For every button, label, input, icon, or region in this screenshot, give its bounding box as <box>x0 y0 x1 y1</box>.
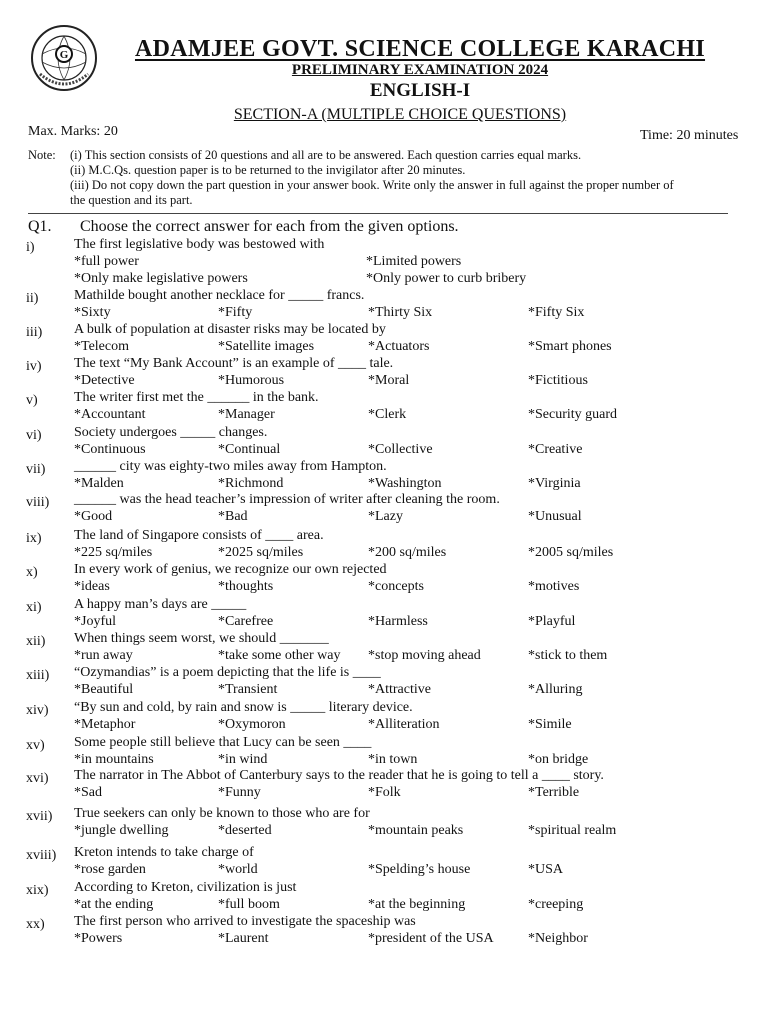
answer-option: *Only make legislative powers <box>74 271 248 286</box>
answer-option: *Good <box>74 509 113 524</box>
answer-option: *Malden <box>74 476 124 491</box>
answer-option: *Fictitious <box>528 373 588 388</box>
answer-option: *stick to them <box>528 648 608 663</box>
question-number: Q1. <box>28 218 52 235</box>
answer-option: *thoughts <box>218 579 274 594</box>
answer-option: *Satellite images <box>218 339 315 354</box>
time-allowed: Time: 20 minutes <box>640 128 739 143</box>
answer-option: *Richmond <box>218 476 284 491</box>
question-item-number: ix) <box>26 531 42 546</box>
answer-option: *Transient <box>218 682 278 697</box>
answer-option: *Folk <box>368 785 401 800</box>
question-stem: “Ozymandias” is a poem depicting that the life is ____ <box>74 665 381 680</box>
question-item-number: xiii) <box>26 668 50 683</box>
answer-option: *Harmless <box>368 614 428 629</box>
answer-option: *spiritual realm <box>528 823 617 838</box>
answer-option: *USA <box>528 862 564 877</box>
answer-option: *Washington <box>368 476 442 491</box>
answer-option: *in mountains <box>74 752 154 767</box>
question-stem: Some people still believe that Lucy can be seen ____ <box>74 735 372 750</box>
note-item: (iii) Do not copy down the part question in your answer book. Write only the answer in full against the proper number of <box>70 178 674 192</box>
question-item-number: xv) <box>26 738 45 753</box>
answer-option: *run away <box>74 648 133 663</box>
note-continuation: the question and its part. <box>70 193 193 207</box>
question-stem: The land of Singapore consists of ____ area. <box>74 528 324 543</box>
answer-option: *225 sq/miles <box>74 545 153 560</box>
answer-option: *200 sq/miles <box>368 545 447 560</box>
answer-option: *Telecom <box>74 339 129 354</box>
question-item-number: xiv) <box>26 703 49 718</box>
answer-option: *creeping <box>528 897 584 912</box>
question-item-number: iii) <box>26 325 43 340</box>
answer-option: *2025 sq/miles <box>218 545 304 560</box>
answer-option: *Laurent <box>218 931 269 946</box>
answer-option: *Oxymoron <box>218 717 286 732</box>
answer-option: *Carefree <box>218 614 274 629</box>
note-item: (i) This section consists of 20 questions and all are to be answered. Each question carries equal marks. <box>70 148 582 162</box>
answer-option: *jungle dwelling <box>74 823 169 838</box>
answer-option: *Collective <box>368 442 433 457</box>
question-item-number: vii) <box>26 462 46 477</box>
answer-option: *Lazy <box>368 509 403 524</box>
subject-title: ENGLISH-I <box>369 80 471 101</box>
college-name: ADAMJEE GOVT. SCIENCE COLLEGE KARACHI <box>134 36 706 62</box>
question-stem: The first legislative body was bestowed with <box>74 237 325 252</box>
divider-line <box>28 213 728 214</box>
answer-option: *president of the USA <box>368 931 494 946</box>
answer-option: *at the ending <box>74 897 154 912</box>
question-item-number: i) <box>26 240 35 255</box>
question-item-number: xx) <box>26 917 45 932</box>
answer-option: *full power <box>74 254 139 269</box>
answer-option: *Sad <box>74 785 102 800</box>
question-stem: According to Kreton, civilization is just <box>74 880 297 895</box>
answer-option: *Security guard <box>528 407 618 422</box>
answer-option: *Thirty Six <box>368 305 433 320</box>
answer-option: *Neighbor <box>528 931 588 946</box>
answer-option: *Moral <box>368 373 410 388</box>
question-stem: The narrator in The Abbot of Canterbury says to the reader that he is going to tell a ____ story. <box>74 768 604 783</box>
college-seal-logo <box>30 24 98 92</box>
answer-option: *in town <box>368 752 418 767</box>
question-stem: The first person who arrived to investigate the spaceship was <box>74 914 416 929</box>
question-stem: Society undergoes _____ changes. <box>74 425 268 440</box>
answer-option: *Sixty <box>74 305 111 320</box>
question-stem: Mathilde bought another necklace for _____ francs. <box>74 288 365 303</box>
answer-option: *Manager <box>218 407 275 422</box>
answer-option: *Clerk <box>368 407 407 422</box>
question-item-number: v) <box>26 393 38 408</box>
answer-option: *Beautiful <box>74 682 134 697</box>
question-stem: The text “My Bank Account” is an example of ____ tale. <box>74 356 394 371</box>
answer-option: *Virginia <box>528 476 581 491</box>
answer-option: *Simile <box>528 717 572 732</box>
answer-option: *Funny <box>218 785 261 800</box>
answer-option: *2005 sq/miles <box>528 545 614 560</box>
answer-option: *Powers <box>74 931 123 946</box>
question-item-number: iv) <box>26 359 42 374</box>
question-instruction: Choose the correct answer for each from the given options. <box>80 218 459 235</box>
answer-option: *Metaphor <box>74 717 136 732</box>
answer-option: *Bad <box>218 509 248 524</box>
answer-option: *Alluring <box>528 682 583 697</box>
note-label: Note: <box>28 148 56 162</box>
question-stem: In every work of genius, we recognize our own rejected <box>74 562 387 577</box>
answer-option: *Continual <box>218 442 281 457</box>
answer-option: *Detective <box>74 373 135 388</box>
question-item-number: ii) <box>26 291 39 306</box>
answer-option: *Attractive <box>368 682 431 697</box>
question-item-number: xvii) <box>26 809 53 824</box>
instructions-note <box>28 148 758 208</box>
question-item-number: vi) <box>26 428 42 443</box>
question-stem: When things seem worst, we should _______ <box>74 631 329 646</box>
question-item-number: xviii) <box>26 848 57 863</box>
question-item-number: xi) <box>26 600 42 615</box>
answer-option: *mountain peaks <box>368 823 464 838</box>
answer-option: *deserted <box>218 823 272 838</box>
exam-title: PRELIMINARY EXAMINATION 2024 <box>291 62 549 78</box>
answer-option: *full boom <box>218 897 280 912</box>
answer-option: *Continuous <box>74 442 146 457</box>
answer-option: *motives <box>528 579 580 594</box>
question-stem: “By sun and cold, by rain and snow is _____ literary device. <box>74 700 413 715</box>
answer-option: *concepts <box>368 579 424 594</box>
answer-option: *Actuators <box>368 339 430 354</box>
question-item-number: xvi) <box>26 771 49 786</box>
answer-option: *on bridge <box>528 752 589 767</box>
answer-option: *Limited powers <box>366 254 462 269</box>
answer-option: *Smart phones <box>528 339 612 354</box>
answer-option: *Fifty Six <box>528 305 585 320</box>
answer-option: *rose garden <box>74 862 146 877</box>
answer-option: *take some other way <box>218 648 341 663</box>
question-item-number: x) <box>26 565 38 580</box>
answer-option: *at the beginning <box>368 897 466 912</box>
section-title: SECTION-A (MULTIPLE CHOICE QUESTIONS) <box>233 106 567 123</box>
answer-option: *Terrible <box>528 785 580 800</box>
answer-option: *Spelding’s house <box>368 862 471 877</box>
answer-option: *world <box>218 862 258 877</box>
answer-option: *Humorous <box>218 373 285 388</box>
answer-option: *ideas <box>74 579 110 594</box>
answer-option: *in wind <box>218 752 268 767</box>
answer-option: *Fifty <box>218 305 253 320</box>
max-marks: Max. Marks: 20 <box>28 124 118 139</box>
answer-option: *Alliteration <box>368 717 440 732</box>
question-stem: A happy man’s days are _____ <box>74 597 247 612</box>
question-stem: True seekers can only be known to those who are for <box>74 806 370 821</box>
question-item-number: xix) <box>26 883 49 898</box>
question-heading <box>28 218 459 236</box>
answer-option: *Creative <box>528 442 583 457</box>
question-item-number: viii) <box>26 495 50 510</box>
note-item: (ii) M.C.Qs. question paper is to be returned to the invigilator after 20 minutes. <box>70 163 466 177</box>
answer-option: *stop moving ahead <box>368 648 481 663</box>
answer-option: *Playful <box>528 614 576 629</box>
question-item-number: xii) <box>26 634 46 649</box>
question-stem: A bulk of population at disaster risks may be located by <box>74 322 386 337</box>
answer-option: *Accountant <box>74 407 146 422</box>
answer-option: *Joyful <box>74 614 116 629</box>
question-stem: ______ was the head teacher’s impression of writer after cleaning the room. <box>74 492 500 507</box>
question-stem: Kreton intends to take charge of <box>74 845 254 860</box>
svg-text:G: G <box>59 49 69 61</box>
answer-option: *Unusual <box>528 509 582 524</box>
answer-option: *Only power to curb bribery <box>366 271 527 286</box>
question-stem: The writer first met the ______ in the bank. <box>74 390 319 405</box>
question-stem: ______ city was eighty-two miles away from Hampton. <box>74 459 387 474</box>
